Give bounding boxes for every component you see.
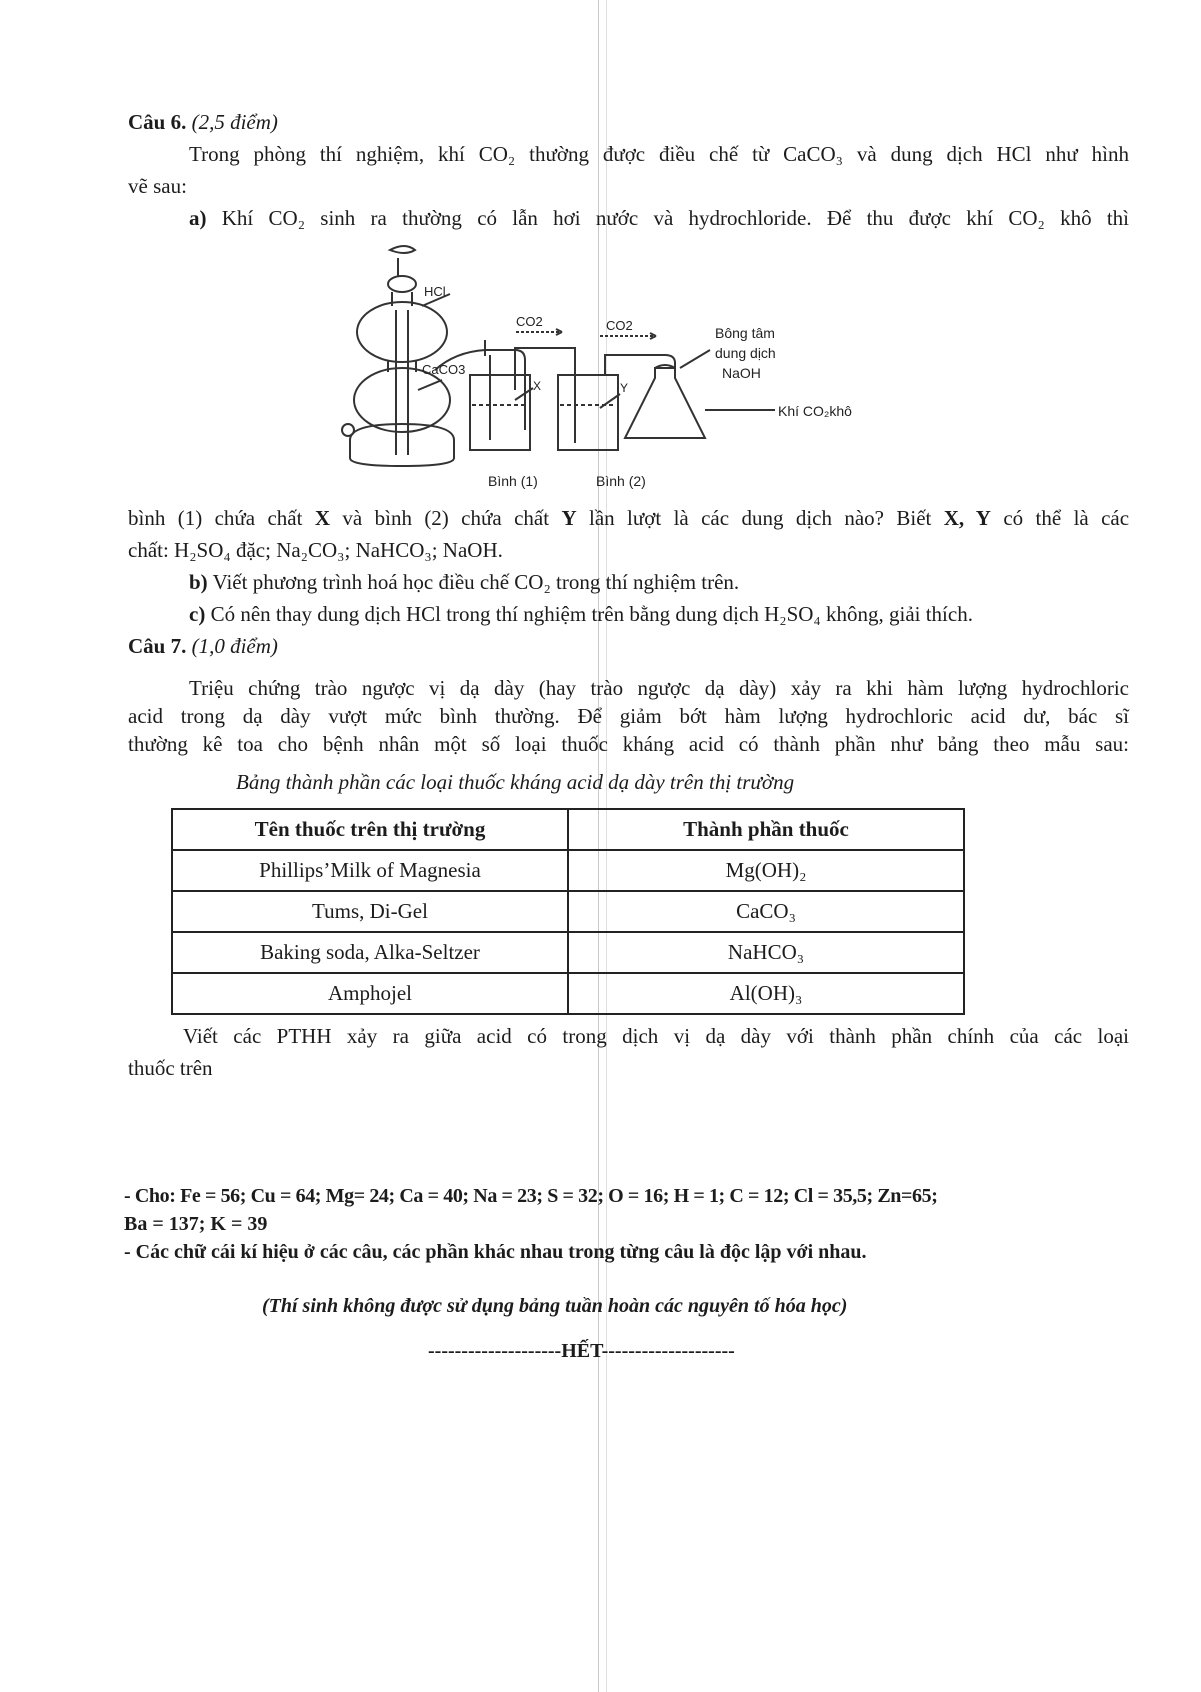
q6-a-line2-pre: bình (1) chứa chất: [128, 506, 303, 530]
table-cell-component: NaHCO₃: [568, 932, 964, 973]
table-caption: Bảng thành phần các loại thuốc kháng acid dạ dày trên thị trường: [236, 770, 795, 794]
cotton-pointer: [680, 350, 710, 368]
q6-a-line1: [189, 204, 1129, 232]
q7-heading: [128, 632, 278, 660]
kipp-stopcock: [388, 276, 416, 292]
q6-a-line3: chất: H₂SO₄ đặc; Na₂CO₃; NaHCO₃; NaOH.: [128, 538, 503, 562]
table-cell-component: Al(OH)₃: [568, 973, 964, 1014]
q7-after-line2: thuốc trên: [128, 1056, 213, 1080]
kipp-upper-neck: [392, 292, 412, 306]
q6-c: [189, 600, 973, 628]
q6-intro-line1: Trong phòng thí nghiệm, khí CO₂ thường được điều chế từ CaCO₃ và dung dịch HCl như hình: [189, 142, 1129, 166]
diagram-co2-2: CO2: [606, 318, 633, 333]
q6-a-line2-xy: X, Y: [943, 506, 991, 530]
antacid-table: [171, 808, 965, 1015]
q6-a-line2: [128, 504, 1129, 532]
q6-a-text1: Khí CO₂ sinh ra thường có lẫn hơi nước và hydrochloride. Để thu được khí CO₂ khô thì: [221, 206, 1130, 230]
kipp-drain-valve: [342, 424, 354, 436]
diagram-bottle-2: Bình (2): [596, 473, 646, 489]
notes-line2: Ba = 137; K = 39: [124, 1213, 268, 1235]
q6-a-line2-post: lần lượt là các dung dịch nào? Biết: [589, 506, 932, 530]
q6-a-line2-y: Y: [561, 506, 577, 530]
q6-label: Câu 6.: [128, 110, 187, 134]
table-row: [172, 850, 964, 891]
q6-heading: [128, 108, 278, 136]
q6-a-line2-x: X: [314, 506, 331, 530]
table-row: [172, 932, 964, 973]
table-cell-drug: Phillips’Milk of Magnesia: [172, 850, 568, 891]
table-header-row: [172, 809, 964, 850]
table-cell-drug: Tums, Di-Gel: [172, 891, 568, 932]
end-marker: --------------------HẾT--------------------: [428, 1340, 735, 1362]
diagram-cotton-1: Bông tâm: [715, 325, 775, 341]
diagram-cotton-3: NaOH: [722, 365, 761, 381]
diagram-bottle-1: Bình (1): [488, 473, 538, 489]
table-row: [172, 891, 964, 932]
q7-line1: Triệu chứng trào ngược vị dạ dày (hay trào ngược dạ dày) xảy ra khi hàm lượng hydrochloric: [189, 676, 1129, 700]
kipp-upper-bulb: [357, 302, 447, 362]
caco3-pointer: [418, 380, 442, 390]
bottle-1: [470, 375, 530, 450]
diagram-cotton-2: dung dịch: [715, 345, 776, 361]
q6-intro-line2: vẽ sau:: [128, 174, 187, 198]
q6-points: (2,5 điểm): [191, 110, 278, 134]
bottle-2: [558, 375, 618, 450]
q6-c-text: Có nên thay dung dịch HCl trong thí nghiệm trên bằng dung dịch H₂SO₄ không, giải thích.: [210, 602, 973, 626]
table-cell-drug: Baking soda, Alka-Seltzer: [172, 932, 568, 973]
kipp-base: [350, 424, 454, 466]
diagram-hcl: HCl: [424, 284, 446, 299]
diagram-co2-1: CO2: [516, 314, 543, 329]
notes-line4: (Thí sinh không được sử dụng bảng tuần hoàn các nguyên tố hóa học): [262, 1295, 848, 1317]
q6-b-label: b): [189, 570, 208, 594]
q6-c-label: c): [189, 602, 206, 626]
table-header-cell: Thành phần thuốc: [568, 809, 964, 850]
diagram-x: X: [533, 379, 542, 393]
kipp-top-funnel: [390, 246, 415, 253]
q7-line3: thường kê toa cho bệnh nhân một số loại thuốc kháng acid có thành phần như bảng theo mẫu sau:: [128, 732, 1129, 756]
q6-b: [189, 568, 739, 596]
diagram-dry-co2: Khí CO₂khô: [778, 403, 852, 419]
q7-label: Câu 7.: [128, 634, 187, 658]
kipp-middle-bulb: [354, 368, 450, 432]
q7-points: (1,0 điểm): [191, 634, 278, 658]
q6-a-line2-end: có thể là các: [1003, 506, 1130, 530]
notes-line1: - Cho: Fe = 56; Cu = 64; Mg= 24; Ca = 40; Na = 23; S = 32; O = 16; H = 1; C = 12; Cl = 35,5; Zn=65;: [124, 1185, 938, 1207]
q7-after-line1: Viết các PTHH xảy ra giữa acid có trong dịch vị dạ dày với thành phần chính của các loại: [183, 1024, 1129, 1048]
notes-line3: - Các chữ cái kí hiệu ở các câu, các phần khác nhau trong từng câu là độc lập với nhau.: [124, 1241, 867, 1263]
q6-b-text: Viết phương trình hoá học điều chế CO₂ trong thí nghiệm trên.: [212, 570, 740, 594]
diagram-y: Y: [620, 381, 629, 395]
table-header-cell: Tên thuốc trên thị trường: [172, 809, 568, 850]
co2-apparatus-diagram: [330, 240, 890, 500]
table-cell-component: CaCO₃: [568, 891, 964, 932]
table-cell-drug: Amphojel: [172, 973, 568, 1014]
kipp-inner-tube: [396, 310, 408, 455]
q6-a-label: a): [189, 206, 207, 230]
table-row: [172, 973, 964, 1014]
table-cell-component: Mg(OH)₂: [568, 850, 964, 891]
diagram-caco3: CaCO3: [422, 362, 466, 377]
q6-a-line2-mid: và bình (2) chứa chất: [342, 506, 550, 530]
collection-flask: [625, 368, 705, 438]
q7-line2: acid trong dạ dày vượt mức bình thường. Để giảm bớt hàm lượng hydrochloric acid dư, bác sĩ: [128, 704, 1129, 728]
